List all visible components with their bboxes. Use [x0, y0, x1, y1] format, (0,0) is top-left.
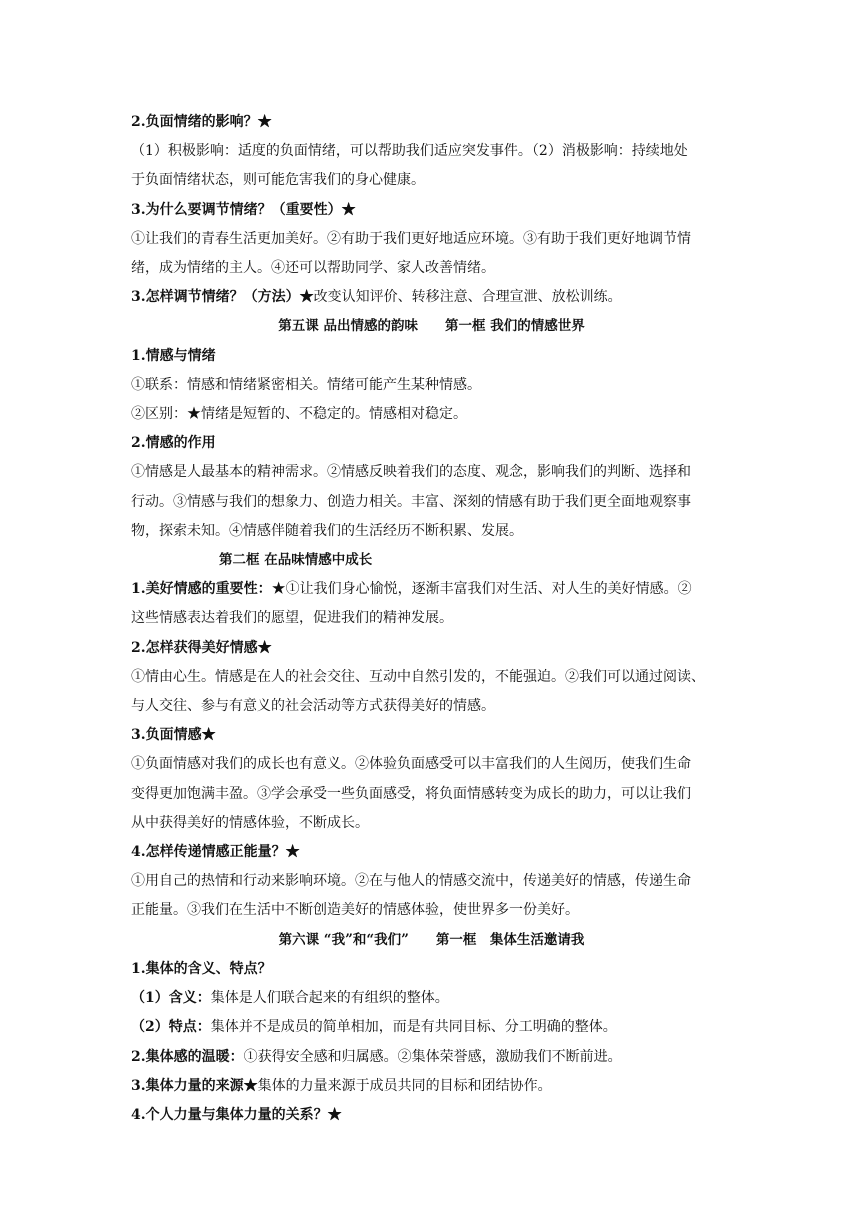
question-with-answer	[131, 283, 732, 312]
question-heading: 3.为什么要调节情绪？（重要性）★	[131, 201, 356, 218]
answer-text: 与人交往、参与有意义的社会活动等方式获得美好的情感。	[131, 698, 495, 715]
question-with-answer	[131, 1072, 732, 1101]
question-label: 3.怎样调节情绪？（方法）★	[131, 289, 314, 306]
answer-text: （1）积极影响：适度的负面情绪，可以帮助我们适应突发事件。（2）消极影响：持续地处	[131, 143, 688, 160]
question-heading: 3.负面情感★	[131, 727, 216, 744]
question-with-answer	[131, 1013, 732, 1042]
answer-text: ①情由心生。情感是在人的社会交往、互动中自然引发的，不能强迫。②我们可以通过阅读、	[131, 668, 705, 685]
answer-text: 正能量。③我们在生活中不断创造美好的情感体验，使世界多一份美好。	[131, 902, 579, 919]
answer-text: ①情感是人最基本的精神需求。②情感反映着我们的态度、观念，影响我们的判断、选择和	[131, 464, 691, 481]
answer-text: ①负面情感对我们的成长也有意义。②体验负面感受可以丰富我们的人生阅历，使我们生命	[131, 756, 691, 773]
answer-text: ①获得安全感和归属感。②集体荣誉感，激励我们不断前进。	[243, 1048, 622, 1065]
answer-text: ①让我们的青春生活更加美好。②有助于我们更好地适应环境。③有助于我们更好地调节情	[131, 230, 691, 247]
question-label: （2）特点：	[131, 1019, 211, 1036]
lesson-title: 第五课 品出情感的韵味 第一框 我们的情感世界	[278, 318, 585, 335]
answer-text: ②区别：★情绪是短暂的、不稳定的。情感相对稳定。	[131, 406, 467, 423]
question-label: 1.美好情感的重要性：	[131, 581, 272, 598]
question-heading: 4.怎样传递情感正能量？★	[131, 844, 300, 861]
question-label: 3.集体力量的来源★	[131, 1077, 258, 1094]
question-heading: 2.情感的作用	[131, 435, 216, 452]
question-with-answer	[131, 1043, 732, 1072]
question-with-answer	[131, 984, 732, 1013]
section-title: 第二框 在品味情感中成长	[219, 552, 373, 569]
answer-text: 绪，成为情绪的主人。④还可以帮助同学、家人改善情绪。	[131, 260, 495, 277]
question-heading: 2.怎样获得美好情感★	[131, 639, 272, 656]
answer-text: ①用自己的热情和行动来影响环境。②在与他人的情感交流中，传递美好的情感，传递生命	[131, 873, 691, 890]
answer-text: 集体并不是成员的简单相加，而是有共同目标、分工明确的整体。	[210, 1019, 617, 1036]
answer-text: 从中获得美好的情感体验，不断成长。	[131, 814, 369, 831]
question-heading: 1.集体的含义、特点？	[131, 960, 272, 977]
answer-text: 这些情感表达着我们的愿望，促进我们的精神发展。	[131, 610, 453, 627]
answer-text: 改变认知评价、转移注意、合理宣泄、放松训练。	[313, 289, 622, 306]
answer-text: 行动。③情感与我们的想象力、创造力相关。丰富、深刻的情感有助于我们更全面地观察事	[131, 493, 691, 510]
answer-text: ①联系：情感和情绪紧密相关。情绪可能产生某种情感。	[131, 376, 481, 393]
question-with-answer	[131, 575, 732, 604]
question-label: （1）含义：	[131, 990, 211, 1007]
question-heading: 4.个人力量与集体力量的关系？★	[131, 1106, 342, 1123]
question-label: 2.集体感的温暖：	[131, 1048, 244, 1065]
question-heading: 1.情感与情绪	[131, 347, 216, 364]
answer-text: 集体是人们联合起来的有组织的整体。	[210, 990, 449, 1007]
answer-text: 物，探索未知。④情感伴随着我们的生活经历不断积累、发展。	[131, 522, 523, 539]
answer-text: 变得更加饱满丰盈。③学会承受一些负面感受，将负面情感转变为成长的助力，可以让我们	[131, 785, 691, 802]
answer-text: 于负面情绪状态，则可能危害我们的身心健康。	[131, 172, 425, 189]
lesson-title: 第六课 “我”和“我们” 第一框 集体生活邀请我	[278, 931, 585, 948]
document-body	[131, 108, 732, 1130]
answer-text: ★①让我们身心愉悦，逐渐丰富我们对生活、对人生的美好情感。②	[271, 581, 692, 598]
question-heading: 2.负面情绪的影响？★	[131, 114, 272, 130]
answer-text: 集体的力量来源于成员共同的目标和团结协作。	[257, 1077, 552, 1094]
